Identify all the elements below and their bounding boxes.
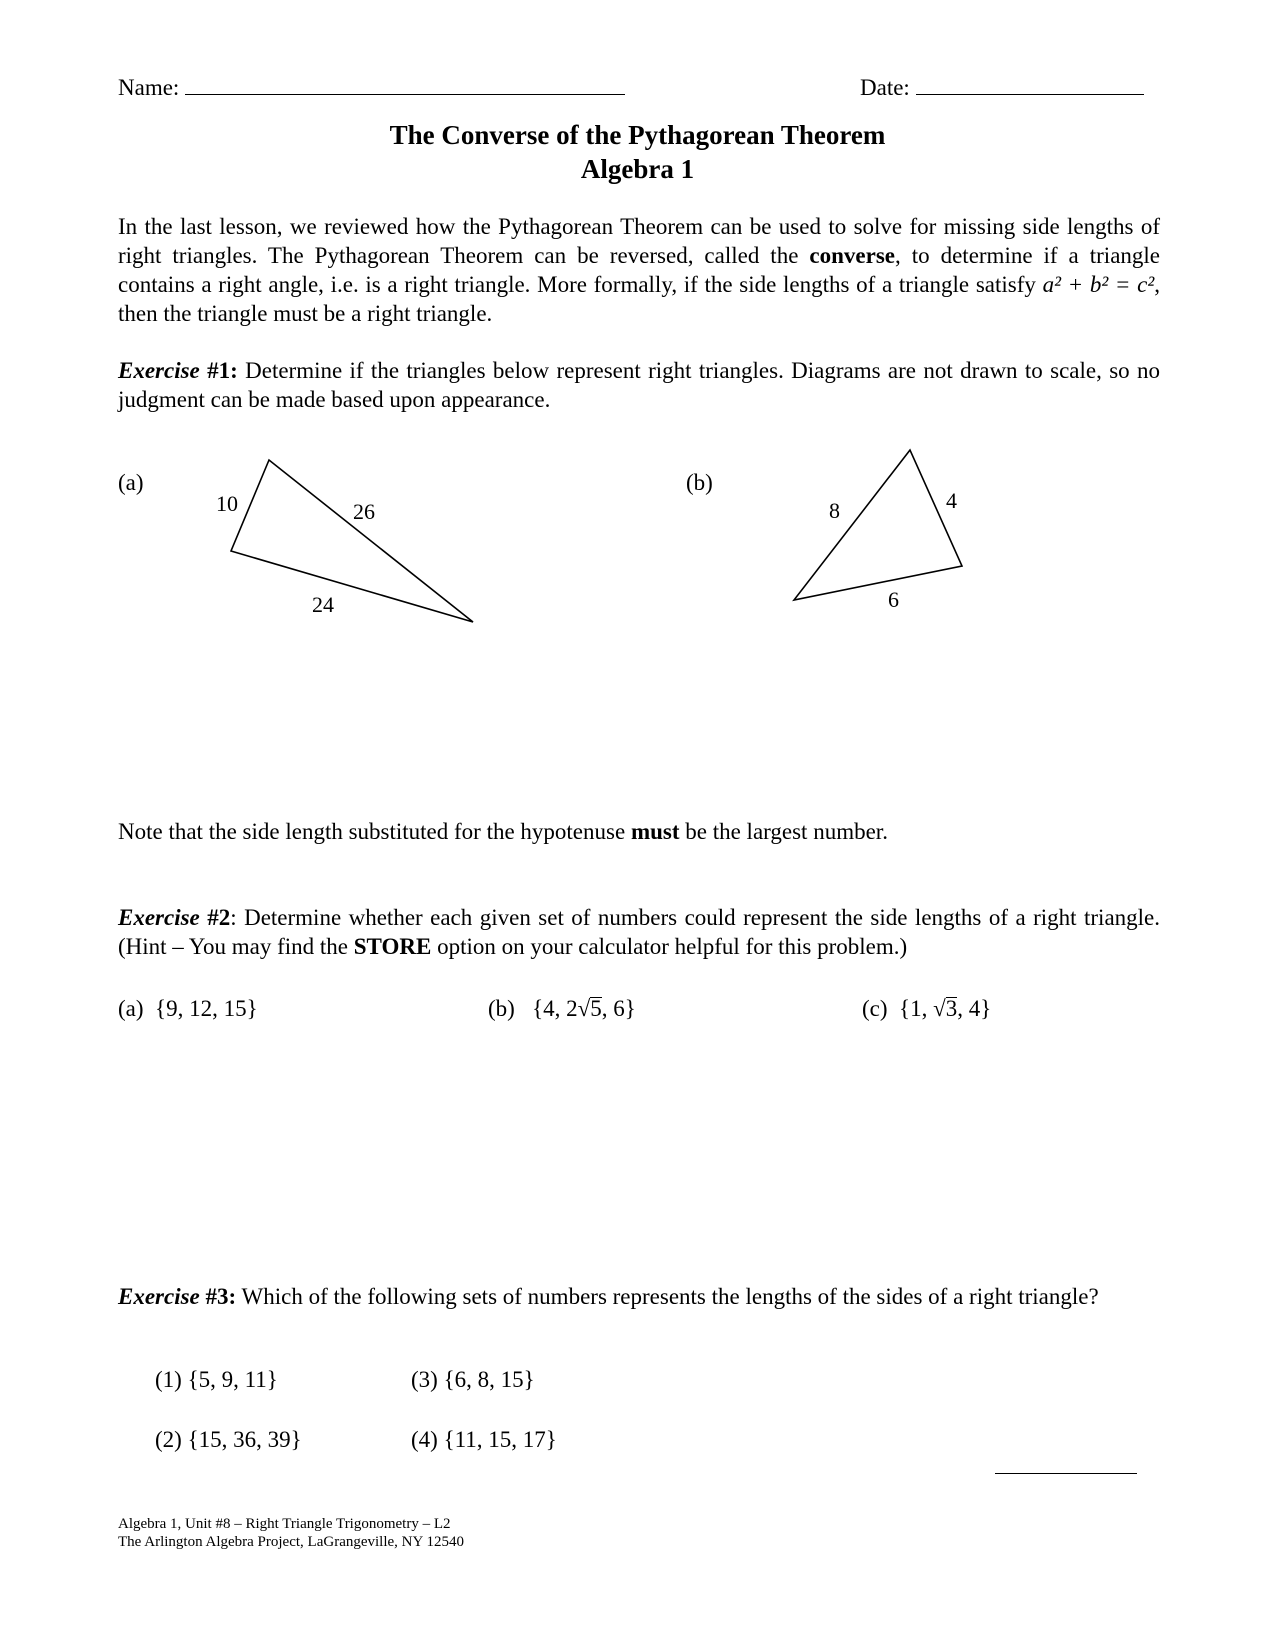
- choice-3[interactable]: [411, 1366, 535, 1394]
- exercise2-part-a: [118, 995, 258, 1023]
- sqrt-icon: √: [933, 996, 946, 1021]
- exercise2-text-2: option on your calculator helpful for this problem.): [431, 934, 908, 959]
- exercise2-bold-store: STORE: [353, 934, 432, 959]
- choice-3-number: (3): [411, 1367, 438, 1392]
- triangle-a-side-1: 10: [216, 491, 238, 516]
- triangle-b-side-3: 6: [888, 587, 899, 612]
- choice-2-number: (2): [155, 1427, 182, 1452]
- choice-1[interactable]: [155, 1366, 278, 1394]
- exercise2-part-c-label: (c): [862, 996, 888, 1021]
- footer-line-1: Algebra 1, Unit #8 – Right Triangle Trigonometry – L2: [118, 1516, 451, 1532]
- triangle-b-shape: [794, 450, 962, 600]
- exercise2-prompt: [118, 903, 1160, 961]
- exercise2-part-c-radicand: 3: [945, 996, 958, 1021]
- exercise2-part-b-pre: {4, 2: [532, 996, 578, 1021]
- intro-bold-converse: converse: [809, 243, 895, 268]
- exercise2-part-b: [488, 995, 636, 1023]
- exercise2-part-a-set: {9, 12, 15}: [155, 996, 258, 1021]
- choice-3-set: {6, 8, 15}: [443, 1367, 535, 1392]
- exercise1-label: Exercise: [118, 358, 200, 383]
- exercise2-part-b-label: (b): [488, 996, 515, 1021]
- intro-text-3: , then the triangle must be a right triangle.: [118, 272, 1160, 326]
- exercise1-part-a-label: (a): [118, 470, 144, 495]
- triangle-a-side-2: 26: [353, 499, 375, 524]
- note-text-2: be the largest number.: [679, 819, 888, 844]
- page-title: The Converse of the Pythagorean Theorem: [389, 120, 886, 150]
- sqrt-icon: √: [577, 996, 591, 1021]
- choice-1-number: (1): [155, 1367, 182, 1392]
- exercise2-label: Exercise: [118, 905, 200, 930]
- intro-text-2: , to determine if a triangle contains a right angle, i.e. is a right triangle. More formally, if the side lengths of a triangle satisfy: [118, 243, 1160, 297]
- triangle-b-side-1: 8: [829, 498, 840, 523]
- exercise2-part-b-radicand: 5: [590, 996, 602, 1021]
- choice-4-number: (4): [411, 1427, 438, 1452]
- footer-line-2: The Arlington Algebra Project, LaGrangeville, NY 12540: [118, 1534, 465, 1550]
- exercise3-label: Exercise: [118, 1284, 200, 1309]
- exercise2-part-a-label: (a): [118, 996, 144, 1021]
- exercise2-text-1: : Determine whether each given set of numbers could represent the side lengths of a right triangle. (Hint – You may find the: [118, 905, 1161, 959]
- choice-1-set: {5, 9, 11}: [187, 1367, 278, 1392]
- pythagorean-formula: a² + b² = c²: [1042, 272, 1155, 297]
- choice-4-set: {11, 15, 17}: [443, 1427, 557, 1452]
- page-subtitle: Algebra 1: [580, 154, 695, 184]
- exercise3-prompt: [118, 1282, 1160, 1311]
- exercise2-part-c-pre: {1,: [899, 996, 934, 1021]
- triangle-a-side-3: 24: [312, 592, 334, 617]
- answer-line[interactable]: [995, 1473, 1137, 1474]
- hypotenuse-note: [118, 818, 888, 846]
- exercise2-part-c: [862, 995, 991, 1023]
- exercise2-part-c-post: , 4}: [957, 996, 992, 1021]
- exercise2-part-b-post: , 6}: [601, 996, 636, 1021]
- exercise1-number: #1:: [199, 358, 238, 383]
- exercise3-text: Which of the following sets of numbers represents the lengths of the sides of a right triangle?: [236, 1284, 1099, 1309]
- date-label: Date:: [860, 75, 910, 100]
- choice-4[interactable]: [411, 1426, 557, 1454]
- note-text-1: Note that the side length substituted for the hypotenuse: [118, 819, 631, 844]
- triangle-b: [0, 0, 1275, 700]
- name-label: Name:: [118, 75, 180, 100]
- intro-text-1: In the last lesson, we reviewed how the Pythagorean Theorem can be used to solve for missing side lengths of right triangles. The Pythagorean Theorem can be reversed, called the: [118, 214, 1160, 268]
- exercise1-part-b-label: (b): [686, 470, 713, 495]
- exercise1-text: Determine if the triangles below represent right triangles. Diagrams are not drawn to scale, so no judgment can be made based upon appearance.: [118, 358, 1160, 412]
- note-bold-must: must: [630, 819, 680, 844]
- exercise2-number: #2: [199, 905, 231, 930]
- choice-2[interactable]: [155, 1426, 302, 1454]
- exercise3-number: #3:: [199, 1284, 237, 1309]
- triangle-b-side-2: 4: [946, 488, 957, 513]
- choice-2-set: {15, 36, 39}: [187, 1427, 302, 1452]
